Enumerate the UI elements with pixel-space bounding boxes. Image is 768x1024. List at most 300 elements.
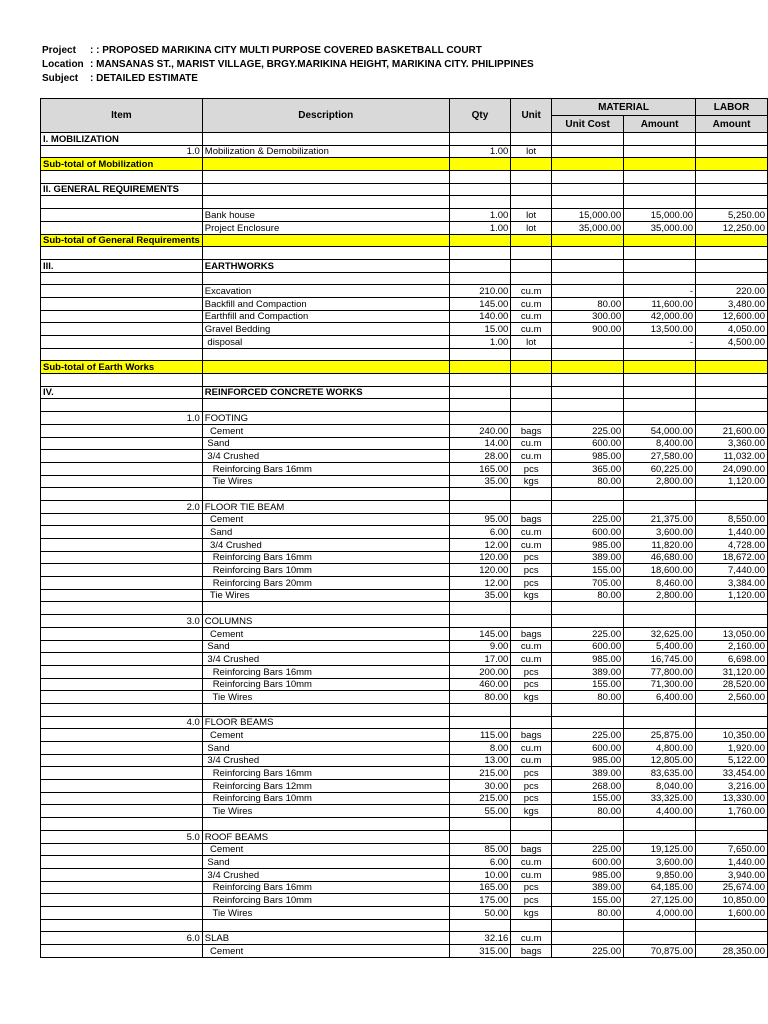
table-row — [41, 754, 768, 767]
labor-amount-cell — [696, 399, 768, 412]
item-cell — [41, 792, 203, 805]
labor-amount-cell — [696, 386, 768, 399]
description-cell — [202, 272, 449, 285]
project-value: : : PROPOSED MARIKINA CITY MULTI PURPOSE COVERED BASKETBALL COURT — [90, 45, 482, 56]
description-cell: Sand — [202, 856, 449, 869]
qty-cell — [449, 830, 511, 843]
qty-cell — [449, 272, 511, 285]
amount-cell: 8,040.00 — [624, 780, 696, 793]
table-row — [41, 640, 768, 653]
unit-cost-cell: 80.00 — [552, 805, 624, 818]
amount-cell — [624, 171, 696, 184]
unit-cost-cell: 389.00 — [552, 665, 624, 678]
item-cell — [41, 767, 203, 780]
unit-cell — [511, 386, 552, 399]
unit-cell: pcs — [511, 665, 552, 678]
description-cell — [202, 133, 449, 146]
amount-cell — [624, 361, 696, 374]
item-cell — [41, 462, 203, 475]
qty-cell: 85.00 — [449, 843, 511, 856]
item-cell — [41, 577, 203, 590]
table-row — [41, 196, 768, 209]
amount-cell: 42,000.00 — [624, 310, 696, 323]
location-value: : MANSANAS ST., MARIST VILLAGE, BRGY.MARIKINA HEIGHT, MARIKINA CITY. PHILIPPINES — [90, 59, 534, 70]
description-cell: 3/4 Crushed — [202, 450, 449, 463]
labor-amount-cell: 1,120.00 — [696, 589, 768, 602]
labor-amount-cell: 28,520.00 — [696, 678, 768, 691]
labor-amount-cell — [696, 919, 768, 932]
section-row — [41, 133, 768, 146]
unit-cost-cell — [552, 247, 624, 260]
labor-amount-cell — [696, 818, 768, 831]
unit-cell: pcs — [511, 577, 552, 590]
unit-cell — [511, 247, 552, 260]
unit-cell: pcs — [511, 881, 552, 894]
col-labor-amount: Amount — [696, 116, 768, 133]
qty-cell: 1.00 — [449, 336, 511, 349]
description-cell: Excavation — [202, 285, 449, 298]
unit-cell: pcs — [511, 564, 552, 577]
item-cell: 1.0 — [41, 412, 203, 425]
item-cell — [41, 703, 203, 716]
unit-cell: cu.m — [511, 653, 552, 666]
qty-cell: 13.00 — [449, 754, 511, 767]
amount-cell — [624, 234, 696, 247]
col-amount: Amount — [624, 116, 696, 133]
amount-cell — [624, 386, 696, 399]
table-row — [41, 513, 768, 526]
section-label: II. GENERAL REQUIREMENTS — [43, 184, 180, 196]
unit-cell — [511, 171, 552, 184]
unit-cell: cu.m — [511, 297, 552, 310]
item-cell — [41, 336, 203, 349]
labor-amount-cell — [696, 615, 768, 628]
table-row — [41, 589, 768, 602]
unit-cost-cell: 389.00 — [552, 551, 624, 564]
description-cell: Sand — [202, 437, 449, 450]
item-cell — [41, 868, 203, 881]
subtotal-label: Sub-total of Earth Works — [43, 362, 155, 374]
unit-cost-cell — [552, 183, 624, 196]
labor-amount-cell — [696, 412, 768, 425]
description-cell: COLUMNS — [202, 615, 449, 628]
unit-cell: cu.m — [511, 285, 552, 298]
item-cell — [41, 919, 203, 932]
labor-amount-cell: 5,250.00 — [696, 209, 768, 222]
description-cell: Reinforcing Bars 16mm — [202, 767, 449, 780]
labor-amount-cell — [696, 361, 768, 374]
unit-cost-cell — [552, 500, 624, 513]
qty-cell: 1.00 — [449, 209, 511, 222]
qty-cell: 140.00 — [449, 310, 511, 323]
amount-cell: 71,300.00 — [624, 678, 696, 691]
unit-cell — [511, 133, 552, 146]
qty-cell: 15.00 — [449, 323, 511, 336]
labor-amount-cell — [696, 183, 768, 196]
table-row — [41, 830, 768, 843]
item-cell — [41, 564, 203, 577]
unit-cell — [511, 361, 552, 374]
labor-amount-cell: 13,050.00 — [696, 627, 768, 640]
qty-cell: 80.00 — [449, 691, 511, 704]
qty-cell: 17.00 — [449, 653, 511, 666]
item-cell — [41, 729, 203, 742]
labor-amount-cell: 28,350.00 — [696, 945, 768, 958]
item-cell — [41, 513, 203, 526]
item-cell — [41, 653, 203, 666]
amount-cell: 70,875.00 — [624, 945, 696, 958]
labor-amount-cell — [696, 145, 768, 158]
unit-cost-cell — [552, 399, 624, 412]
unit-cost-cell: 225.00 — [552, 513, 624, 526]
item-cell — [41, 297, 203, 310]
description-cell: Gravel Bedding — [202, 323, 449, 336]
description-cell — [202, 361, 449, 374]
table-row — [41, 894, 768, 907]
unit-cost-cell: 300.00 — [552, 310, 624, 323]
amount-cell: 9,850.00 — [624, 868, 696, 881]
item-cell — [41, 602, 203, 615]
unit-cost-cell: 600.00 — [552, 640, 624, 653]
labor-amount-cell — [696, 488, 768, 501]
unit-cost-cell: 155.00 — [552, 792, 624, 805]
qty-cell — [449, 158, 511, 171]
description-cell: Backfill and Compaction — [202, 297, 449, 310]
qty-cell: 1.00 — [449, 221, 511, 234]
subtotal-label: Sub-total of General Requirements — [43, 235, 200, 247]
labor-amount-cell: 7,650.00 — [696, 843, 768, 856]
table-row — [41, 336, 768, 349]
unit-cell — [511, 234, 552, 247]
amount-cell: 27,580.00 — [624, 450, 696, 463]
description-cell: EARTHWORKS — [202, 259, 449, 272]
labor-amount-cell: 1,440.00 — [696, 526, 768, 539]
qty-cell: 120.00 — [449, 564, 511, 577]
col-qty: Qty — [449, 99, 511, 133]
table-row — [41, 475, 768, 488]
unit-cell: kgs — [511, 589, 552, 602]
unit-cost-cell: 35,000.00 — [552, 221, 624, 234]
unit-cost-cell: 155.00 — [552, 894, 624, 907]
table-row — [41, 551, 768, 564]
qty-cell: 50.00 — [449, 906, 511, 919]
item-cell — [41, 640, 203, 653]
unit-cost-cell — [552, 145, 624, 158]
item-cell — [41, 310, 203, 323]
amount-cell — [624, 196, 696, 209]
amount-cell — [624, 399, 696, 412]
item-cell — [41, 386, 203, 399]
unit-cost-cell: 600.00 — [552, 437, 624, 450]
item-cell — [41, 285, 203, 298]
amount-cell — [624, 133, 696, 146]
labor-amount-cell: 7,440.00 — [696, 564, 768, 577]
unit-cost-cell — [552, 196, 624, 209]
unit-cell: pcs — [511, 894, 552, 907]
labor-amount-cell: 12,250.00 — [696, 221, 768, 234]
table-row — [41, 323, 768, 336]
unit-cost-cell: 225.00 — [552, 729, 624, 742]
item-cell — [41, 843, 203, 856]
unit-cost-cell: 600.00 — [552, 742, 624, 755]
table-row — [41, 805, 768, 818]
item-cell: 5.0 — [41, 830, 203, 843]
unit-cost-cell: 389.00 — [552, 881, 624, 894]
unit-cell: cu.m — [511, 856, 552, 869]
unit-cost-cell: 80.00 — [552, 297, 624, 310]
table-row — [41, 691, 768, 704]
unit-cost-cell: 225.00 — [552, 424, 624, 437]
unit-cost-cell: 985.00 — [552, 450, 624, 463]
table-row — [41, 412, 768, 425]
amount-cell: 8,400.00 — [624, 437, 696, 450]
description-cell: Sand — [202, 526, 449, 539]
amount-cell — [624, 247, 696, 260]
description-cell: disposal — [202, 336, 449, 349]
col-item: Item — [41, 99, 203, 133]
qty-cell — [449, 259, 511, 272]
amount-cell: 5,400.00 — [624, 640, 696, 653]
labor-amount-cell — [696, 133, 768, 146]
description-cell: Tie Wires — [202, 691, 449, 704]
item-cell — [41, 133, 203, 146]
qty-cell: 30.00 — [449, 780, 511, 793]
unit-cost-cell: 80.00 — [552, 475, 624, 488]
unit-cell — [511, 602, 552, 615]
col-unit: Unit — [511, 99, 552, 133]
labor-amount-cell — [696, 374, 768, 387]
qty-cell: 240.00 — [449, 424, 511, 437]
description-cell: REINFORCED CONCRETE WORKS — [202, 386, 449, 399]
unit-cell: lot — [511, 209, 552, 222]
unit-cost-cell: 155.00 — [552, 678, 624, 691]
amount-cell: 4,400.00 — [624, 805, 696, 818]
amount-cell: 35,000.00 — [624, 221, 696, 234]
section-label: IV. — [43, 387, 54, 399]
description-cell: Reinforcing Bars 16mm — [202, 462, 449, 475]
labor-amount-cell — [696, 703, 768, 716]
description-cell: Reinforcing Bars 10mm — [202, 894, 449, 907]
table-row — [41, 742, 768, 755]
table-row — [41, 488, 768, 501]
unit-cost-cell: 268.00 — [552, 780, 624, 793]
qty-cell: 145.00 — [449, 627, 511, 640]
labor-amount-cell: 3,480.00 — [696, 297, 768, 310]
labor-amount-cell: 13,330.00 — [696, 792, 768, 805]
subtotal-row — [41, 158, 768, 171]
qty-cell: 165.00 — [449, 881, 511, 894]
description-cell: 3/4 Crushed — [202, 868, 449, 881]
labor-amount-cell: 3,940.00 — [696, 868, 768, 881]
qty-cell: 460.00 — [449, 678, 511, 691]
unit-cost-cell: 985.00 — [552, 868, 624, 881]
description-cell — [202, 158, 449, 171]
amount-cell — [624, 145, 696, 158]
unit-cell: cu.m — [511, 526, 552, 539]
description-cell: Cement — [202, 627, 449, 640]
unit-cell: lot — [511, 336, 552, 349]
table-row — [41, 450, 768, 463]
unit-cell: pcs — [511, 678, 552, 691]
qty-cell: 115.00 — [449, 729, 511, 742]
qty-cell: 175.00 — [449, 894, 511, 907]
amount-cell: 15,000.00 — [624, 209, 696, 222]
amount-cell: - — [624, 336, 696, 349]
table-row — [41, 500, 768, 513]
item-cell: 6.0 — [41, 932, 203, 945]
unit-cost-cell — [552, 234, 624, 247]
amount-cell — [624, 830, 696, 843]
description-cell: Reinforcing Bars 10mm — [202, 678, 449, 691]
subtotal-label: Sub-total of Mobilization — [43, 159, 154, 171]
table-row — [41, 462, 768, 475]
labor-amount-cell: 33,454.00 — [696, 767, 768, 780]
description-cell: FLOOR BEAMS — [202, 716, 449, 729]
item-cell: 3.0 — [41, 615, 203, 628]
labor-amount-cell — [696, 158, 768, 171]
description-cell — [202, 818, 449, 831]
amount-cell — [624, 500, 696, 513]
item-cell — [41, 856, 203, 869]
description-cell: Reinforcing Bars 16mm — [202, 665, 449, 678]
item-cell — [41, 818, 203, 831]
item-cell: 4.0 — [41, 716, 203, 729]
unit-cell: cu.m — [511, 450, 552, 463]
amount-cell: 32,625.00 — [624, 627, 696, 640]
qty-cell: 28.00 — [449, 450, 511, 463]
qty-cell: 55.00 — [449, 805, 511, 818]
table-row — [41, 437, 768, 450]
amount-cell: 8,460.00 — [624, 577, 696, 590]
qty-cell — [449, 488, 511, 501]
unit-cell: pcs — [511, 551, 552, 564]
item-cell — [41, 348, 203, 361]
amount-cell — [624, 919, 696, 932]
amount-cell — [624, 488, 696, 501]
table-row — [41, 374, 768, 387]
table-row — [41, 247, 768, 260]
description-cell: 3/4 Crushed — [202, 539, 449, 552]
unit-cost-cell — [552, 818, 624, 831]
item-cell — [41, 805, 203, 818]
description-cell: Reinforcing Bars 10mm — [202, 792, 449, 805]
table-row — [41, 792, 768, 805]
table-row — [41, 703, 768, 716]
labor-amount-cell — [696, 234, 768, 247]
labor-amount-cell: 5,122.00 — [696, 754, 768, 767]
item-cell — [41, 450, 203, 463]
item-cell — [41, 906, 203, 919]
unit-cost-cell — [552, 158, 624, 171]
labor-amount-cell: 1,920.00 — [696, 742, 768, 755]
description-cell: FLOOR TIE BEAM — [202, 500, 449, 513]
qty-cell — [449, 133, 511, 146]
qty-cell: 200.00 — [449, 665, 511, 678]
qty-cell — [449, 183, 511, 196]
unit-cell: lot — [511, 145, 552, 158]
item-cell: 2.0 — [41, 500, 203, 513]
qty-cell: 120.00 — [449, 551, 511, 564]
qty-cell — [449, 716, 511, 729]
qty-cell: 145.00 — [449, 297, 511, 310]
description-cell: Cement — [202, 729, 449, 742]
description-cell: Reinforcing Bars 16mm — [202, 551, 449, 564]
amount-cell: 12,805.00 — [624, 754, 696, 767]
labor-amount-cell — [696, 196, 768, 209]
labor-amount-cell: 25,674.00 — [696, 881, 768, 894]
labor-amount-cell — [696, 272, 768, 285]
qty-cell — [449, 615, 511, 628]
amount-cell — [624, 932, 696, 945]
table-row — [41, 539, 768, 552]
labor-amount-cell: 2,560.00 — [696, 691, 768, 704]
table-row — [41, 653, 768, 666]
section-label: III. — [43, 260, 54, 272]
description-cell: Tie Wires — [202, 475, 449, 488]
amount-cell: 33,325.00 — [624, 792, 696, 805]
unit-cost-cell: 985.00 — [552, 653, 624, 666]
unit-cell — [511, 158, 552, 171]
description-cell: 3/4 Crushed — [202, 754, 449, 767]
unit-cost-cell: 705.00 — [552, 577, 624, 590]
unit-cell: cu.m — [511, 437, 552, 450]
item-cell — [41, 399, 203, 412]
amount-cell: 3,600.00 — [624, 856, 696, 869]
col-material: MATERIAL — [552, 99, 696, 116]
item-cell — [41, 259, 203, 272]
unit-cost-cell — [552, 336, 624, 349]
description-cell: Tie Wires — [202, 805, 449, 818]
qty-cell: 215.00 — [449, 792, 511, 805]
unit-cost-cell — [552, 716, 624, 729]
unit-cost-cell — [552, 615, 624, 628]
amount-cell: 6,400.00 — [624, 691, 696, 704]
unit-cell — [511, 259, 552, 272]
location-line — [42, 58, 534, 72]
amount-cell — [624, 183, 696, 196]
section-row — [41, 386, 768, 399]
estimate-table — [40, 98, 768, 958]
labor-amount-cell: 12,600.00 — [696, 310, 768, 323]
unit-cost-cell: 985.00 — [552, 539, 624, 552]
item-cell — [41, 158, 203, 171]
description-cell — [202, 183, 449, 196]
labor-amount-cell — [696, 259, 768, 272]
qty-cell — [449, 374, 511, 387]
col-labor: LABOR — [696, 99, 768, 116]
unit-cell — [511, 272, 552, 285]
unit-cell: pcs — [511, 780, 552, 793]
amount-cell — [624, 818, 696, 831]
description-cell: Tie Wires — [202, 589, 449, 602]
item-cell — [41, 665, 203, 678]
unit-cost-cell: 15,000.00 — [552, 209, 624, 222]
unit-cost-cell — [552, 488, 624, 501]
labor-amount-cell: 10,350.00 — [696, 729, 768, 742]
table-row — [41, 767, 768, 780]
item-cell — [41, 881, 203, 894]
qty-cell — [449, 234, 511, 247]
unit-cell — [511, 374, 552, 387]
unit-cell — [511, 703, 552, 716]
table-row — [41, 919, 768, 932]
labor-amount-cell: 4,728.00 — [696, 539, 768, 552]
subtotal-row — [41, 361, 768, 374]
amount-cell: 46,680.00 — [624, 551, 696, 564]
amount-cell: 4,800.00 — [624, 742, 696, 755]
labor-amount-cell — [696, 247, 768, 260]
location-label: Location — [42, 59, 84, 70]
